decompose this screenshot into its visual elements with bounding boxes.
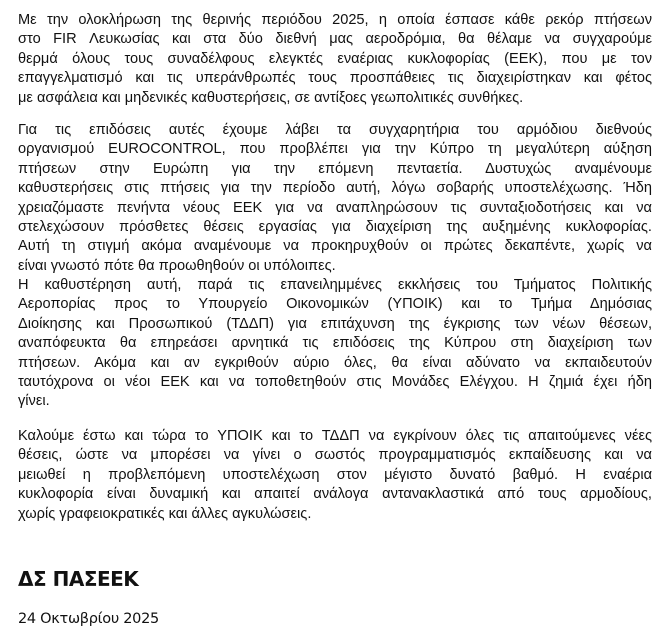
text-line: Αεροπορίας προς το Υπουργείο Οικονομικών (ΥΠΟΙΚ) και το Τμήμα Δημόσιας — [18, 296, 652, 313]
text-line: μειωθεί η προβλεπόμενη υποστελέχωση στον μέγιστο δυνατό βαθμό. Η εναέρια — [18, 466, 652, 483]
text-line: είναι γνωστό πότε θα προωθηθούν οι υπόλοιπες. — [18, 257, 336, 274]
text-line: Η καθυστέρηση αυτή, παρά τις επανειλημμένες εκκλήσεις του Τμήματος Πολιτικής — [18, 277, 652, 293]
text-line: Αυτή τη στιγμή ακόμα αναμένουμε να προκηρυχθούν οι πρώτες δεκαπέντε, χωρίς να — [18, 238, 652, 255]
text-line: ταυτόχρονα οι νέοι ΕΕΚ και να τοποθετηθούν στις Μονάδες Ελέγχου. Η ζημιά έχει ήδη — [18, 374, 652, 391]
text-line: Καλούμε έστω και τώρα το ΥΠΟΙΚ και το ΤΔΔΠ να εγκρίνουν όλες τις απαιτούμενες νέες — [18, 428, 652, 444]
paragraph-2 — [18, 121, 652, 276]
paragraph-1 — [18, 11, 652, 108]
text-line: πτήσεων στην Ευρώπη για την επόμενη πενταετία. Δυστυχώς αναμένουμε — [18, 160, 652, 177]
text-line: κυκλοφορία είναι δυναμική και απαιτεί ανάλογα αντανακλαστικά από τους αρμοδίους, — [18, 486, 652, 503]
text-line: με ασφάλεια και μηδενικές καθυστερήσεις, σε αντίξοες γεωπολιτικές συνθήκες. — [18, 89, 524, 106]
text-line: στελεχώσουν πρόσθετες θέσεις εργασίας για διαχείριση της αυξημένης κυκλοφορίας. — [18, 219, 652, 236]
signature-heading: ΔΣ ΠΑΣΕΕΚ — [18, 567, 139, 591]
text-line: χρειαζόμαστε πενήντα νέους ΕΕΚ για να αναπληρώσουν τις συνταξιοδοτήσεις και να — [18, 199, 652, 216]
text-line: Διοίκησης και Προσωπικού (ΤΔΔΠ) για επιτάχυνση της έγκρισης των νέων θέσεων, — [18, 315, 652, 332]
date: 24 Οκτωβρίου 2025 — [18, 611, 159, 627]
text-line: πτήσεων. Ακόμα και αν εγκριθούν αύριο όλες, θα είναι αδύνατο να εκπαιδευτούν — [18, 354, 652, 371]
text-line: καθυστερήσεις στις πτήσεις για την περίοδο αυτή, λόγω σοβαρής υποστελέχωσης. Ήδη — [18, 180, 652, 197]
text-line: οργανισμού EUROCONTROL, που προβλέπει για την Κύπρο τη μεγαλύτερη αύξηση — [18, 141, 652, 158]
paragraph-4 — [18, 427, 652, 524]
text-line: Με την ολοκλήρωση της θερινής περιόδου 2025, η οποία έσπασε κάθε ρεκόρ πτήσεων — [18, 12, 652, 28]
text-line: θερμά όλους τους συναδέλφους ελεγκτές εναέριας κυκλοφορίας (ΕΕΚ), που με τον — [18, 50, 652, 67]
text-line: θέσεις, ώστε να μπορέσει να γίνει ο σωστός προγραμματισμός εκπαίδευσης και να — [18, 447, 652, 464]
text-line: επαγγελματισμό και τις υπεράνθρωπές τους προσπάθειες τις διαχειρίστηκαν και φέτος — [18, 70, 652, 87]
text-line: γίνει. — [18, 393, 50, 410]
paragraph-3 — [18, 276, 652, 412]
text-line: χωρίς γραφειοκρατικές και άλλες αγκυλώσεις. — [18, 505, 312, 522]
text-line: αναπόφευκτα θα επηρεάσει αρνητικά τις επιδόσεις της Κύπρου στη διαχείριση των — [18, 335, 652, 352]
text-line: Για τις επιδόσεις αυτές έχουμε λάβει τα συγχαρητήρια του αρμόδιου διεθνούς — [18, 122, 652, 138]
text-line: στο FIR Λευκωσίας και στα δύο διεθνή μας αεροδρόμια, θα θέλαμε να συγχαρούμε — [18, 31, 652, 48]
